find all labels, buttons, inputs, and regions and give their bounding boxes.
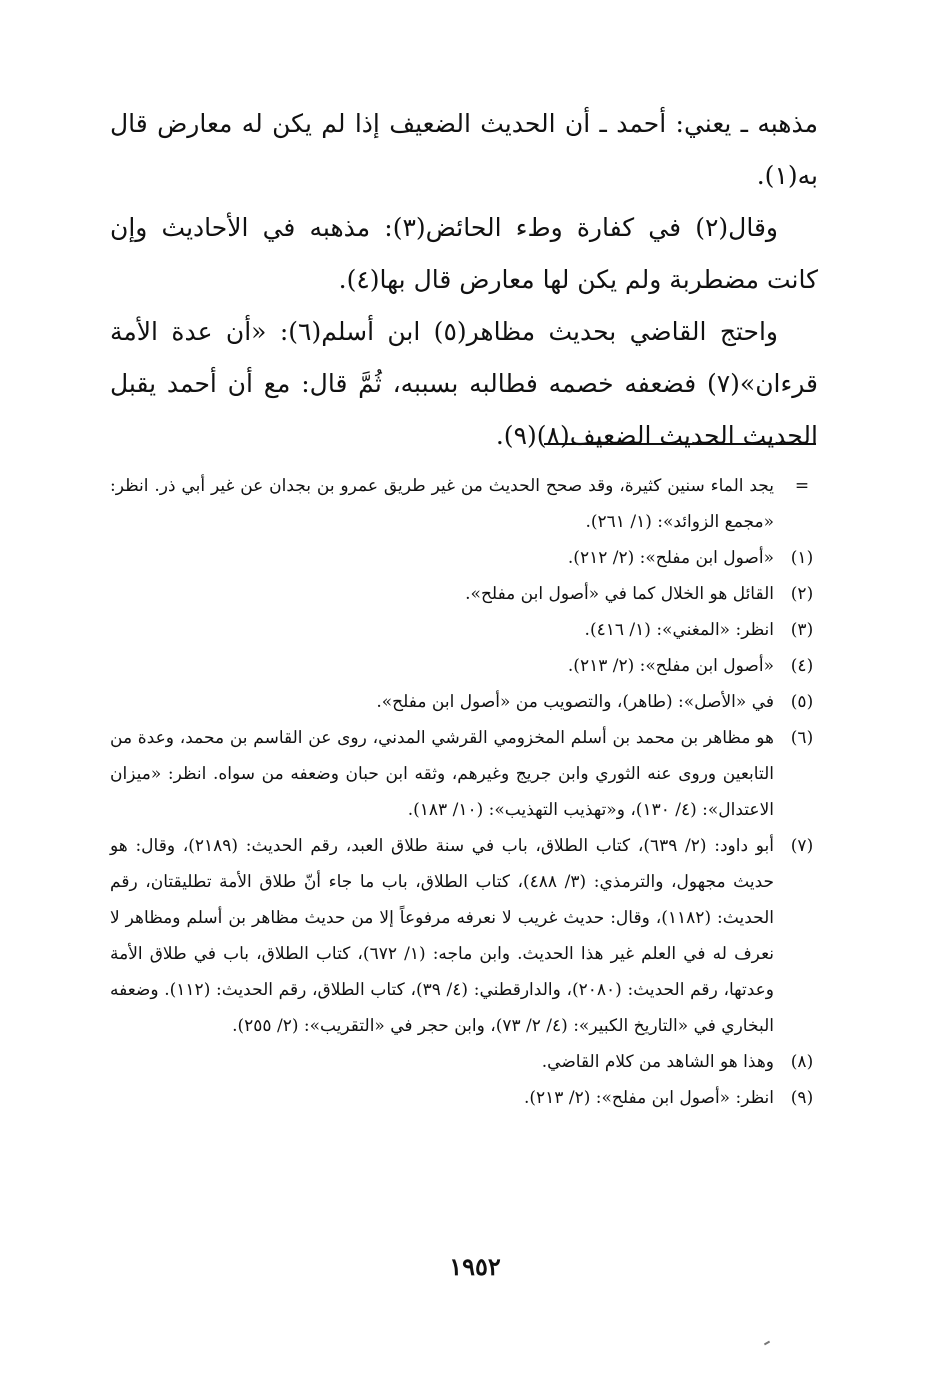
main-paragraph-1: مذهبه ـ يعني: أحمد ـ أن الحديث الضعيف إذا لم يكن له معارض قال به(١). — [110, 109, 818, 190]
footnote-text: «أصول ابن مفلح»: (٢/ ٢١٢). — [567, 548, 774, 568]
scan-speck — [764, 1341, 770, 1346]
footnote-number: (٨) — [790, 1052, 814, 1072]
footnote-text: القائل هو الخلال كما في «أصول ابن مفلح». — [465, 584, 774, 604]
footnote-number: (٤) — [790, 656, 814, 676]
footnotes — [110, 468, 830, 1116]
footnote-7 — [110, 828, 830, 1044]
footnote-text: انظر: «أصول ابن مفلح»: (٢/ ٢١٣). — [523, 1088, 774, 1108]
footnote-number: (١) — [790, 548, 814, 568]
footnote-number: (٥) — [790, 692, 814, 712]
footnote-number: (٧) — [790, 836, 814, 856]
footnote-text: يجد الماء سنين كثيرة، وقد صحح الحديث من غير طريق عمرو بن بجدان عن غير أبي ذر. انظر: «مجمع الزوائد»: (١/ ٢٦١). — [110, 476, 774, 532]
main-paragraph-2: وقال(٢) في كفارة وطء الحائض(٣): مذهبه في الأحاديث وإن كانت مضطربة ولم يكن لها معارض قال بها(٤). — [110, 213, 818, 294]
footnote-text: في «الأصل»: (طاهر)، والتصويب من «أصول ابن مفلح». — [376, 692, 774, 712]
footnote-text: هو مظاهر بن محمد بن أسلم المخزومي القرشي المدني، روى عن القاسم بن محمد، وعدة من التابعين وروى عنه الثوري وابن جريج وغيرهم، وثقه ابن حبان وضعفه من سواه. انظر: «ميزان الاعتدال»: (٤/ ١٣٠)، و«تهذيب التهذيب»: (١٠/ ١٨٣). — [110, 728, 774, 820]
footnote-8 — [110, 1044, 830, 1080]
main-paragraph-3: واحتج القاضي بحديث مظاهر(٥) ابن أسلم(٦): «أن عدة الأمة قرءان»(٧) فضعفه خصمه فطالبه بسببه، ثُمَّ قال: مع أن أحمد يقبل الحديث الحديث الضعيف(٨)(٩). — [110, 317, 818, 450]
footnote-number: (٩) — [790, 1088, 814, 1108]
footnote-number: (٢) — [790, 584, 814, 604]
footnote-5 — [110, 684, 830, 720]
footnote-6 — [110, 720, 830, 828]
footnote-number: (٦) — [790, 728, 814, 748]
footnote-9 — [110, 1080, 830, 1116]
footnote-2 — [110, 576, 830, 612]
footnote-number: = — [794, 476, 810, 496]
footnote-separator — [544, 443, 816, 445]
footnote-text: وهذا هو الشاهد من كلام القاضي. — [541, 1052, 774, 1072]
page-number: ١٩٥٢ — [449, 1252, 501, 1281]
footnote-text: «أصول ابن مفلح»: (٢/ ٢١٣). — [567, 656, 774, 676]
footnote-3 — [110, 612, 830, 648]
footnote-1 — [110, 540, 830, 576]
footnote-number: (٣) — [790, 620, 814, 640]
footnote-text: انظر: «المغني»: (١/ ٤١٦). — [584, 620, 774, 640]
main-text — [110, 98, 818, 462]
footnote-text: أبو داود: (٢/ ٦٣٩)، كتاب الطلاق، باب في سنة طلاق العبد، رقم الحديث: (٢١٨٩)، وقال: هو حديث مجهول، والترمذي: (٣/ ٤٨٨)، كتاب الطلاق، باب ما جاء أنّ طلاق الأمة تطليقتان، رقم الحديث: (١١٨٢)، وقال: حديث غريب لا نعرفه مرفوعاً إلا من حديث مظاهر بن أسلم ومظاهر لا نعرف له في العلم غير هذا الحديث. وابن ماجه: (١/ ٦٧٢)، كتاب الطلاق، باب في طلاق الأمة وعدتها، رقم الحديث: (٢٠٨٠)، والدارقطني: (٤/ ٣٩)، كتاب الطلاق، رقم الحديث: (١١٢). وضعفه البخاري في «التاريخ الكبير»: (٤/ ٢/ ٧٣)، وابن حجر في «التقريب»: (٢/ ٢٥٥). — [110, 836, 775, 1036]
footnote-continuation — [110, 468, 830, 540]
footnote-4 — [110, 648, 830, 684]
